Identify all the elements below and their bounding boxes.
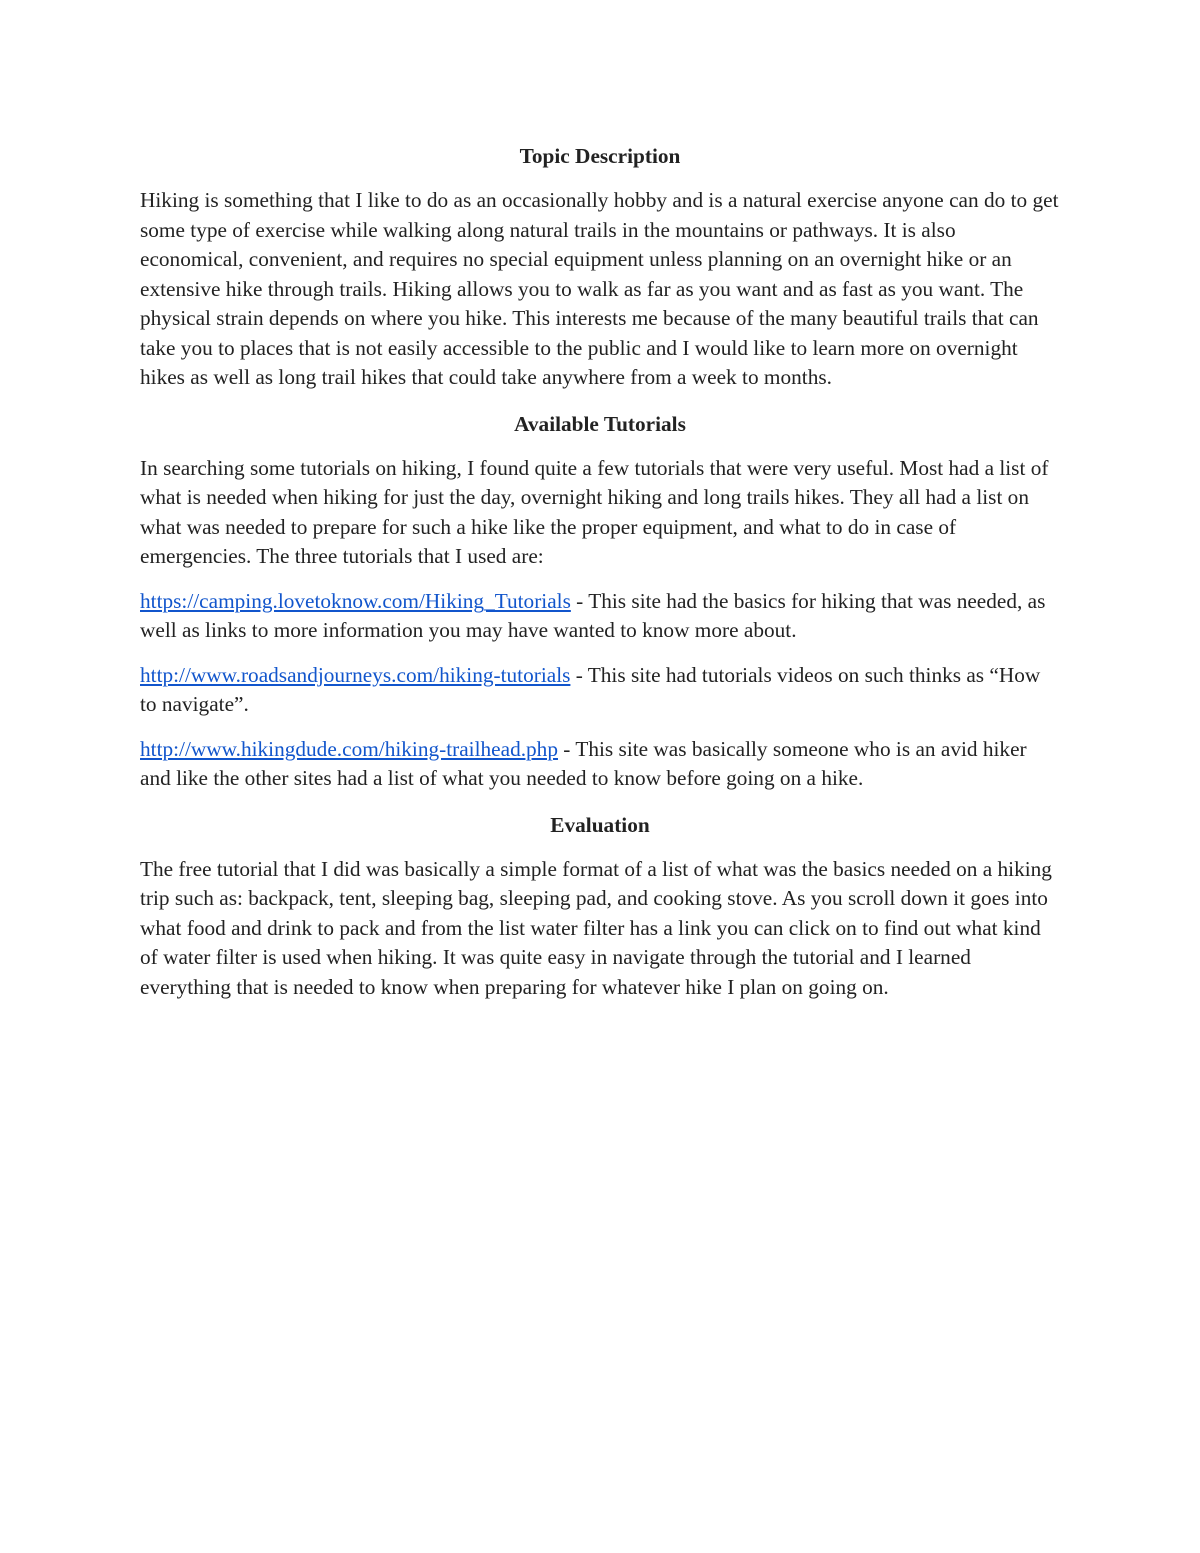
tutorial-link-item [140,661,1060,720]
topic-heading: Topic Description [519,144,681,168]
evaluation-heading: Evaluation [550,812,650,837]
topic-paragraph: Hiking is something that I like to do as an occasionally hobby and is a natural exercise anyone can do to get some type of exercise while walking along natural trails in the mountains or pathways. It is also economical, convenient, and requires no special equipment unless planning on an overnight hike or an extensive hike through trails. Hiking allows you to walk as far as you want and as fast as you want. The physical strain depends on where you hike. This interests me because of the many beautiful trails that can take you to places that is not easily accessible to the public and I would like to learn more on overnight hikes as well as long trail hikes that could take anywhere from a week to months. [140,188,1059,389]
tutorial-link-item [140,587,1060,646]
tutorial-link-hikingdude[interactable]: http://www.hikingdude.com/hiking-trailhead.php [140,736,558,761]
tutorial-link-item [140,735,1060,794]
evaluation-paragraph: The free tutorial that I did was basically a simple format of a list of what was the basics needed on a hiking trip such as: backpack, tent, sleeping bag, sleeping pad, and cooking stove. As you scroll down it goes into what food and drink to pack and from the list water filter has a link you can click on to find out what kind of water filter is used when hiking. It was quite easy in navigate through the tutorial and I learned everything that is needed to know when preparing for whatever hike I plan on going on. [140,856,1052,999]
tutorials-paragraph: In searching some tutorials on hiking, I found quite a few tutorials that were very useful. Most had a list of what is needed when hiking for just the day, overnight hiking and long trails hikes. They all had a list on what was needed to prepare for such a hike like the proper equipment, and what to do in case of emergencies. The three tutorials that I used are: [140,455,1049,568]
tutorial-link-description: - This site had the basics for hiking that was needed, as well as links to more information you may have wanted to know more about. [140,588,1046,642]
document-body [140,140,1060,1017]
tutorials-heading: Available Tutorials [514,411,686,436]
tutorial-link-roadsandjourneys[interactable]: http://www.roadsandjourneys.com/hiking-tutorials [140,662,571,687]
tutorial-link-description: - This site was basically someone who is an avid hiker and like the other sites had a list of what you needed to know before going on a hike. [140,736,1027,790]
tutorial-link-lovetoknow[interactable]: https://camping.lovetoknow.com/Hiking_Tutorials [140,588,571,613]
tutorial-link-description: - This site had tutorials videos on such thinks as “How to navigate”. [140,662,1041,716]
